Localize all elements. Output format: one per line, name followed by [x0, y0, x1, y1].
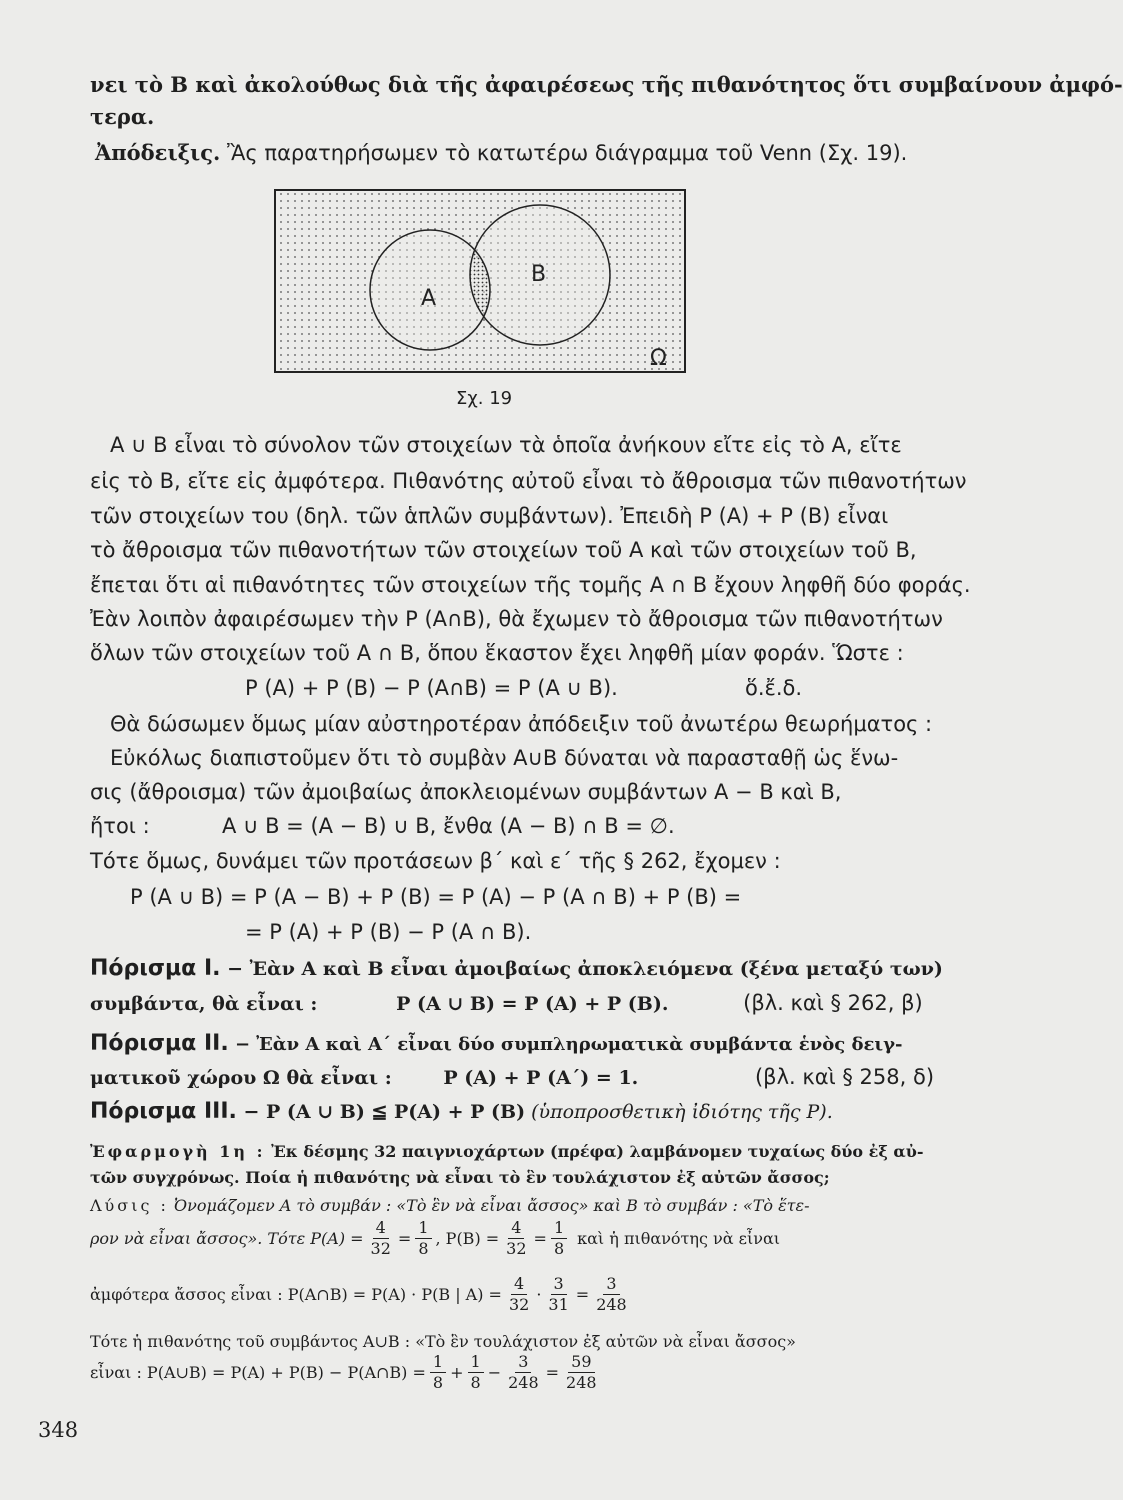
frac-den: 8 — [470, 1373, 481, 1392]
corollary-1-line-2 — [90, 991, 923, 1015]
corollary-1-title: Πόρισμα Ι. — [90, 956, 221, 981]
corollary-2-text2: ματικοῦ χώρου Ω θὰ εἶναι : — [90, 1067, 392, 1089]
frac-num: 3 — [603, 1274, 619, 1295]
application-line-2: τῶν συγχρόνως. Ποία ἡ πιθανότης νὰ εἶναι τὸ ἓν τουλάχιστον ἐξ αὐτῶν ἄσσος; — [90, 1168, 830, 1187]
fraction-1-8-c — [430, 1352, 446, 1393]
fraction-1-8 — [415, 1218, 431, 1259]
tote-line: Τότε ὅμως, δυνάμει τῶν προτάσεων β΄ καὶ ε΄ τῆς § 262, ἔχομεν : — [90, 849, 781, 873]
application-label: Ἐφαρμογὴ 1η : — [90, 1142, 266, 1161]
frac-num: 1 — [551, 1218, 567, 1239]
frac-num: 1 — [468, 1352, 484, 1373]
proof-label: Ἀπόδειξις. — [95, 140, 221, 165]
corollary-3-line — [90, 1099, 910, 1124]
body-line-5: ἔπεται ὅτι αἱ πιθανότητες τῶν στοιχείων τῆς τομῆς A ∩ B ἔχουν ληφθῆ δύο φοράς. — [90, 573, 971, 597]
figure-caption: Σχ. 19 — [456, 388, 513, 409]
frac-den: 248 — [508, 1373, 539, 1392]
solution-text3a: ἀμφότερα ἄσσος εἶναι : P(A∩B) = P(A) · P(B | A) = — [90, 1285, 502, 1304]
frac-den: 248 — [566, 1373, 597, 1392]
fraction-4-32 — [368, 1218, 394, 1259]
frac-num: 4 — [511, 1274, 527, 1295]
solution-label: Λύσις : — [90, 1196, 169, 1215]
body-line-7: ὅλων τῶν στοιχείων τοῦ A ∩ B, ὅπου ἕκαστον ἔχει ληφθῆ μίαν φοράν. Ὥστε : — [90, 641, 904, 665]
solution-text2a: ρον νὰ εἶναι ἄσσος». Τότε P(A) = — [90, 1229, 364, 1248]
solution-line-4: Τότε ἡ πιθανότης τοῦ συμβάντος A∪B : «Τὸ ἓν τουλάχιστον ἐξ αὐτῶν νὰ εἶναι ἄσσος» — [90, 1332, 796, 1351]
frac-den: 248 — [596, 1295, 627, 1314]
venn-label-a: A — [421, 286, 437, 311]
intro-line-2: τερα. — [90, 104, 155, 129]
corollary-1-formula: P (A ∪ B) = P (A) + P (B). — [396, 993, 669, 1015]
corollary-2-ref: (βλ. καὶ § 258, δ) — [754, 1065, 935, 1089]
venn-label-b: B — [531, 262, 547, 287]
pb-text: , P(B) = — [435, 1229, 500, 1248]
corollary-3-note: (ὑποπροσθετικὴ ἰδιότης τῆς P). — [525, 1101, 833, 1123]
venn-diagram — [265, 185, 695, 385]
body2-line-1: Θὰ δώσωμεν ὅμως μίαν αὐστηροτέραν ἀπόδειξιν τοῦ ἀνωτέρω θεωρήματος : — [110, 712, 933, 736]
frac-den: 32 — [508, 1295, 530, 1314]
dot-sign: · — [536, 1285, 542, 1304]
body-line-3: τῶν στοιχείων του (δηλ. τῶν ἁπλῶν συμβάντων). Ἐπειδὴ P (A) + P (B) εἶναι — [90, 504, 889, 528]
frac-num: 1 — [430, 1352, 446, 1373]
minus-sign: − — [487, 1363, 502, 1382]
equals-sign: = — [545, 1363, 560, 1382]
fraction-1-8-d — [468, 1352, 484, 1393]
corollary-1-text: − Ἐὰν A καὶ B εἶναι ἀμοιβαίως ἀποκλειόμενα (ξένα μεταξύ των) — [220, 958, 943, 980]
page-number: 348 — [38, 1418, 79, 1442]
application-text: Ἐκ δέσμης 32 παιγνιοχάρτων (πρέφα) λαμβάνομεν τυχαίως δύο ἐξ αὐ- — [265, 1142, 924, 1161]
solution-line-3 — [90, 1274, 910, 1315]
solution-text: Ὀνομάζομεν A τὸ συμβάν : «Τὸ ἓν νὰ εἶναι ἄσσος» καὶ B τὸ συμβάν : «Τὸ ἕτε- — [168, 1196, 810, 1215]
equals-sign: = — [397, 1229, 412, 1248]
fraction-59-248 — [563, 1352, 600, 1393]
frac-den: 8 — [553, 1239, 565, 1258]
frac-den: 31 — [548, 1295, 569, 1314]
frac-num: 59 — [568, 1352, 594, 1373]
corollary-2-title: Πόρισμα ΙΙ. — [90, 1031, 229, 1056]
formula-3: = P (A) + P (B) − P (A ∩ B). — [245, 920, 532, 944]
application-line-1 — [90, 1142, 924, 1161]
body-line-1: A ∪ B εἶναι τὸ σύνολον τῶν στοιχείων τὰ ὁποῖα ἀνήκουν εἴτε εἰς τὸ A, εἴτε — [110, 433, 902, 457]
body-line-6: Ἐὰν λοιπὸν ἀφαιρέσωμεν τὴν P (A∩B), θὰ ἔχωμεν τὸ ἄθροισμα τῶν πιθανοτήτων — [90, 607, 943, 631]
solution-line-2 — [90, 1218, 910, 1259]
body-line-2: εἰς τὸ B, εἴτε εἰς ἀμφότερα. Πιθανότης αὐτοῦ εἶναι τὸ ἄθροισμα τῶν πιθανοτήτων — [90, 469, 967, 493]
corollary-3-title: Πόρισμα ΙΙΙ. — [90, 1099, 237, 1124]
frac-num: 3 — [515, 1352, 531, 1373]
body-line-4: τὸ ἄθροισμα τῶν πιθανοτήτων τῶν στοιχείων τοῦ A καὶ τῶν στοιχείων τοῦ B, — [90, 538, 917, 562]
corollary-2-line-2 — [90, 1065, 935, 1089]
solution-line-1 — [90, 1196, 910, 1215]
corollary-2-formula: P (A) + P (A΄) = 1. — [443, 1067, 639, 1089]
fraction-4-32-c — [506, 1274, 532, 1315]
fraction-3-248 — [593, 1274, 630, 1315]
fraction-3-248-b — [505, 1352, 542, 1393]
formula-2: P (A ∪ B) = P (A − B) + P (B) = P (A) − P (A ∩ B) + P (B) = — [130, 885, 742, 909]
proof-line — [95, 140, 915, 165]
corollary-3-formula: − P (A ∪ B) ≦ P(A) + P (B) — [236, 1101, 526, 1123]
solution-text5a: εἶναι : P(A∪B) = P(A) + P(B) − P(A∩B) = — [90, 1363, 426, 1382]
body2-line-2: Εὐκόλως διαπιστοῦμεν ὅτι τὸ συμβὰν A∪B δύναται νὰ παρασταθῇ ὡς ἕνω- — [110, 746, 899, 770]
formula-1: P (A) + P (B) − P (A∩B) = P (A ∪ B). — [245, 676, 618, 700]
fraction-4-32-b — [503, 1218, 529, 1259]
qed: ὅ.ἔ.δ. — [745, 676, 803, 700]
proof-text: Ἂς παρατηρήσωμεν τὸ κατωτέρω διάγραμμα τοῦ Venn (Σχ. 19). — [227, 141, 908, 165]
etoi-label: ἤτοι : — [90, 814, 150, 838]
frac-num: 4 — [373, 1218, 389, 1239]
solution-line-5 — [90, 1352, 910, 1393]
frac-den: 8 — [418, 1239, 429, 1258]
fraction-1-8-b — [551, 1218, 567, 1259]
frac-num: 3 — [551, 1274, 567, 1295]
etoi-formula: A ∪ B = (A − B) ∪ B, ἔνθα (A − B) ∩ B = ∅. — [222, 814, 675, 838]
equals-sign: = — [533, 1229, 547, 1248]
frac-den: 32 — [506, 1239, 527, 1258]
venn-label-omega: Ω — [650, 346, 667, 371]
corollary-2-line-1 — [90, 1031, 910, 1056]
corollary-1-text2: συμβάντα, θὰ εἶναι : — [90, 993, 318, 1015]
plus-sign: + — [450, 1363, 464, 1382]
frac-num: 4 — [508, 1218, 524, 1239]
corollary-2-text: − Ἐὰν A καὶ A΄ εἶναι δύο συμπληρωματικὰ συμβάντα ἑνὸς δειγ- — [228, 1034, 903, 1055]
body2-line-3: σις (ἄθροισμα) τῶν ἀμοιβαίως ἀποκλειομένων συμβάντων A − B καὶ B, — [90, 780, 842, 804]
frac-den: 8 — [432, 1373, 444, 1392]
frac-num: 1 — [415, 1218, 431, 1239]
corollary-1-ref: (βλ. καὶ § 262, β) — [743, 991, 923, 1015]
equals-sign: = — [575, 1285, 590, 1304]
corollary-1-line-1 — [90, 956, 943, 981]
intro-line-1: νει τὸ Β καὶ ἀκολούθως διὰ τῆς ἀφαιρέσεως τῆς πιθανότητος ὅτι συμβαίνουν ἀμφό- — [90, 72, 1123, 97]
fraction-3-31 — [545, 1274, 571, 1315]
frac-den: 32 — [370, 1239, 391, 1258]
solution-text2b: καὶ ἡ πιθανότης νὰ εἶναι — [577, 1229, 781, 1248]
